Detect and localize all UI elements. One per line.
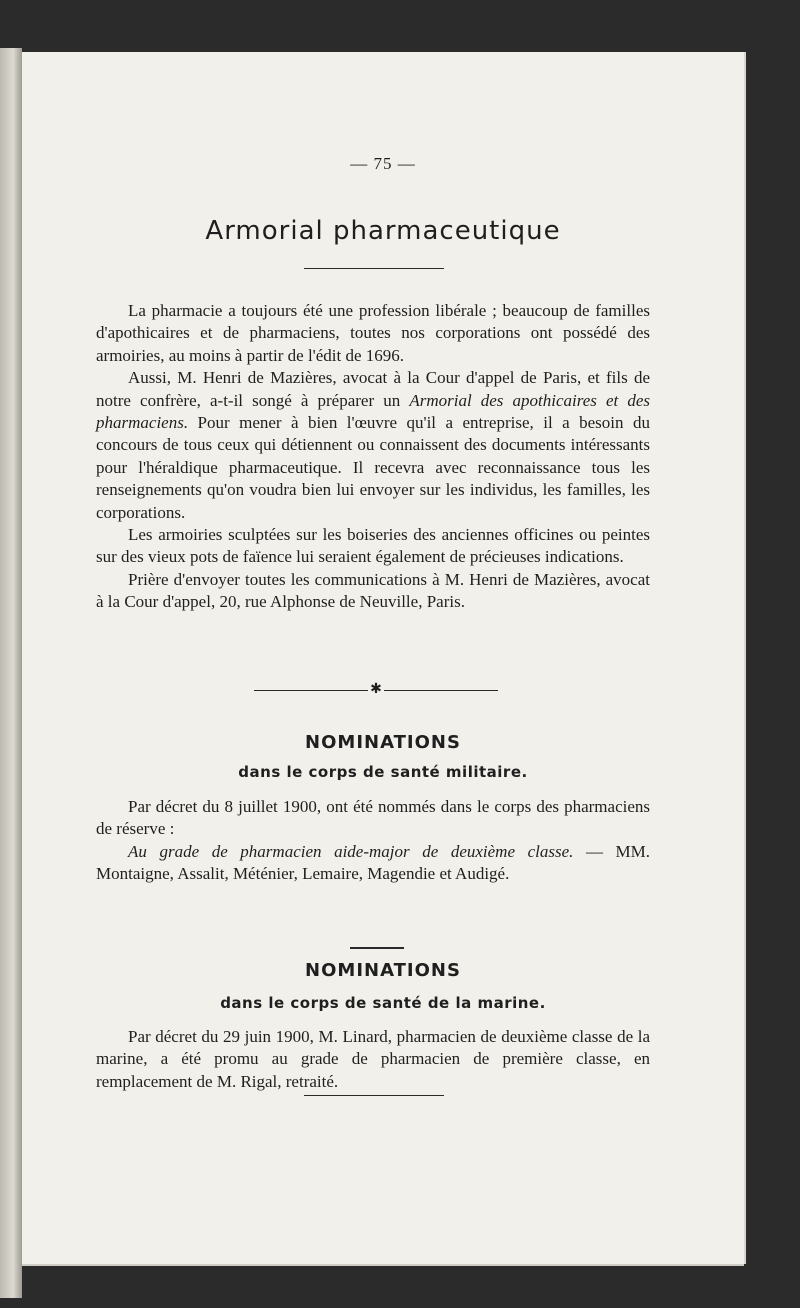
militaire-paragraph	[96, 841, 650, 886]
left-page-edge	[0, 48, 22, 1298]
document-page	[22, 52, 744, 1264]
armorial-paragraph	[96, 367, 650, 524]
armorial-book-title: Armorial des apothicaires et des pharmaciens.	[96, 390, 650, 433]
marine-section	[96, 1026, 650, 1093]
star-separator	[254, 682, 498, 698]
militaire-names: — MM. Montaigne, Assalit, Méténier, Lemaire, Magendie et Audigé.	[96, 841, 650, 884]
armorial-text: Pour mener à bien l'œuvre qu'il a entreprise, il a besoin du concours de tous ceux qui détiennent ou connaissent des documents intéressants pour l'héraldique pharmaceutique. Il recevra avec reconnaissance tous les renseignements qu'on voudra bien lui envoyer sur les individus, les familles, les corporations.	[96, 413, 650, 522]
section-subtitle-militaire: dans le corps de santé militaire.	[238, 763, 528, 781]
page-title: Armorial pharmaceutique	[205, 216, 561, 246]
armorial-text: Aussi, M. Henri de Mazières, avocat à la Cour d'appel de Paris, et fils de notre confrère, a-t-il songé à préparer un	[96, 368, 650, 410]
armorial-paragraph: Les armoiries sculptées sur les boiseries des anciennes officines ou peintes sur des vieux pots de faïence lui seraient également de précieuses indications.	[96, 525, 650, 567]
section-title-marine: NOMINATIONS	[305, 960, 461, 981]
grade-title: Au grade de pharmacien aide-major de deuxième classe.	[128, 841, 574, 861]
marine-paragraph: Par décret du 29 juin 1900, M. Linard, pharmacien de deuxième classe de la marine, a été promu au grade de pharmacien de première classe, en remplacement de M. Rigal, retraité.	[96, 1027, 650, 1091]
end-rule	[304, 1095, 444, 1096]
page-number: — 75 —	[350, 154, 416, 173]
armorial-paragraph: Prière d'envoyer toutes les communications à M. Henri de Mazières, avocat à la Cour d'appel, 20, rue Alphonse de Neuville, Paris.	[96, 569, 650, 612]
section-subtitle-marine: dans le corps de santé de la marine.	[220, 994, 546, 1012]
section-rule	[350, 947, 404, 949]
title-rule	[304, 268, 444, 269]
star-icon: ✱	[370, 682, 382, 697]
separator-line	[384, 690, 498, 691]
armorial-paragraph: La pharmacie a toujours été une profession libérale ; beaucoup de familles d'apothicaires et de pharmaciens, toutes nos corporations ont possédé des armoiries, au moins à partir de l'édit de 1696.	[96, 301, 650, 365]
militaire-paragraph: Par décret du 8 juillet 1900, ont été nommés dans le corps des pharmaciens de réserve :	[96, 797, 650, 839]
armorial-section	[96, 300, 650, 614]
militaire-section	[96, 796, 650, 886]
section-title-militaire: NOMINATIONS	[305, 732, 461, 753]
separator-line	[254, 690, 368, 691]
